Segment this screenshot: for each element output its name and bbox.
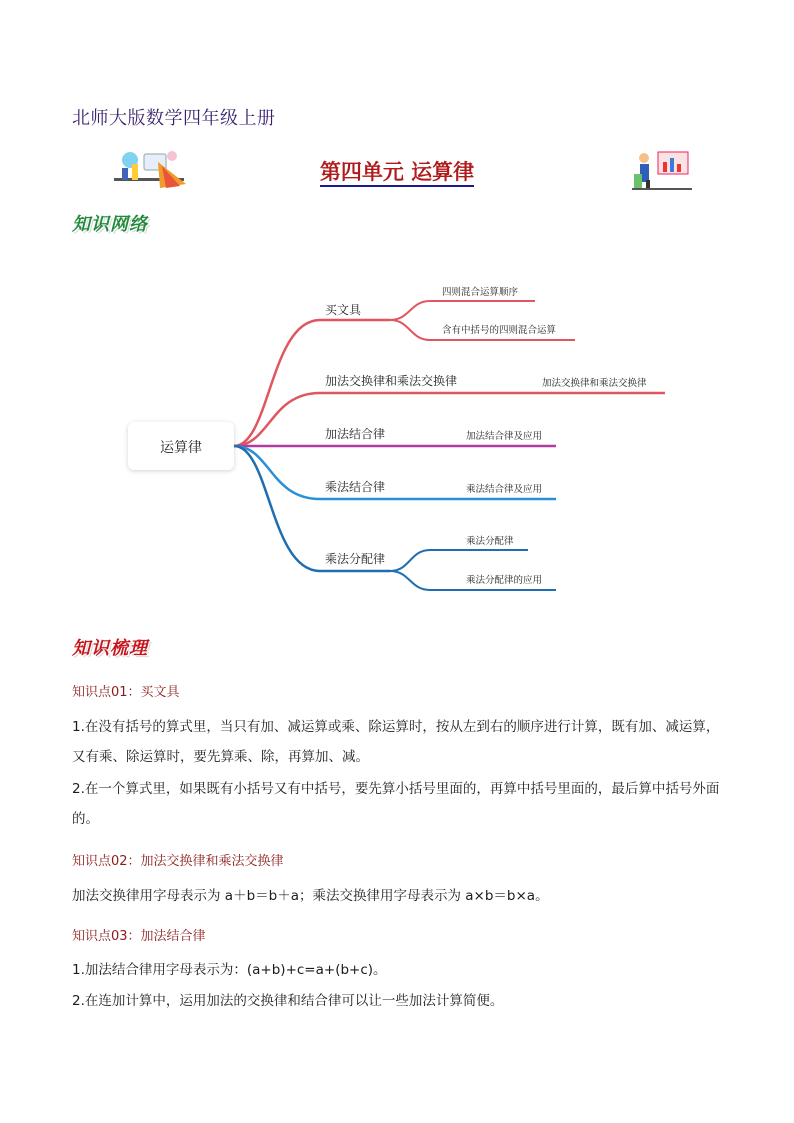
branch-label-2: 加法交换律和乘法交换律 <box>325 374 458 388</box>
point-3-para-1: 1.加法结合律用字母表示为：(a+b)+c=a+(b+c)。 <box>72 962 387 978</box>
leaf-line-5a <box>390 550 528 571</box>
point-1-para-2: 2.在一个算式里，如果既有小括号又有中括号，要先算小括号里面的，再算中括号里面的，最后算中括号外面的。 <box>72 781 720 827</box>
branch-label-3: 加法结合律 <box>325 427 386 441</box>
point-2-para-1: 加法交换律用字母表示为 a＋b＝b＋a；乘法交换律用字母表示为 a×b＝b×a。 <box>72 888 549 904</box>
review-section-title: 知识梳理 <box>72 638 148 659</box>
leaf-label-5a: 乘法分配律 <box>466 536 514 547</box>
point-1-para-1: 1.在没有括号的算式里，当只有加、减运算或乘、除运算时，按从左到右的顺序进行计算，既有加、减运算，又有乘、除运算时，要先算乘、除，再算加、减。 <box>72 719 720 765</box>
branch-label-4: 乘法结合律 <box>325 480 386 494</box>
network-section-title: 知识网络 <box>72 214 148 235</box>
leaf-label-2: 加法交换律和乘法交换律 <box>542 378 647 389</box>
branch-label-1: 买文具 <box>325 303 362 317</box>
leaf-label-1a: 四则混合运算顺序 <box>442 287 519 298</box>
mindmap-root-label: 运算律 <box>160 440 202 456</box>
unit-title: 第四单元 运算律 <box>0 156 794 186</box>
leaf-line-1a <box>390 301 535 320</box>
leaf-label-4: 乘法结合律及应用 <box>466 484 543 495</box>
point-3-para-2: 2.在连加计算中，运用加法的交换律和结合律可以让一些加法计算简便。 <box>72 993 504 1009</box>
book-title: 北师大版数学四年级上册 <box>72 108 276 129</box>
leaf-label-5b: 乘法分配律的应用 <box>466 575 543 586</box>
branch-line-2 <box>234 393 665 446</box>
branch-label-5: 乘法分配律 <box>325 552 386 566</box>
point-head-3: 知识点03：加法结合律 <box>72 929 206 944</box>
leaf-label-3: 加法结合律及应用 <box>466 431 543 442</box>
point-head-2: 知识点02：加法交换律和乘法交换律 <box>72 854 284 869</box>
point-head-1: 知识点01：买文具 <box>72 685 180 700</box>
leaf-label-1b: 含有中括号的四则混合运算 <box>442 325 557 336</box>
